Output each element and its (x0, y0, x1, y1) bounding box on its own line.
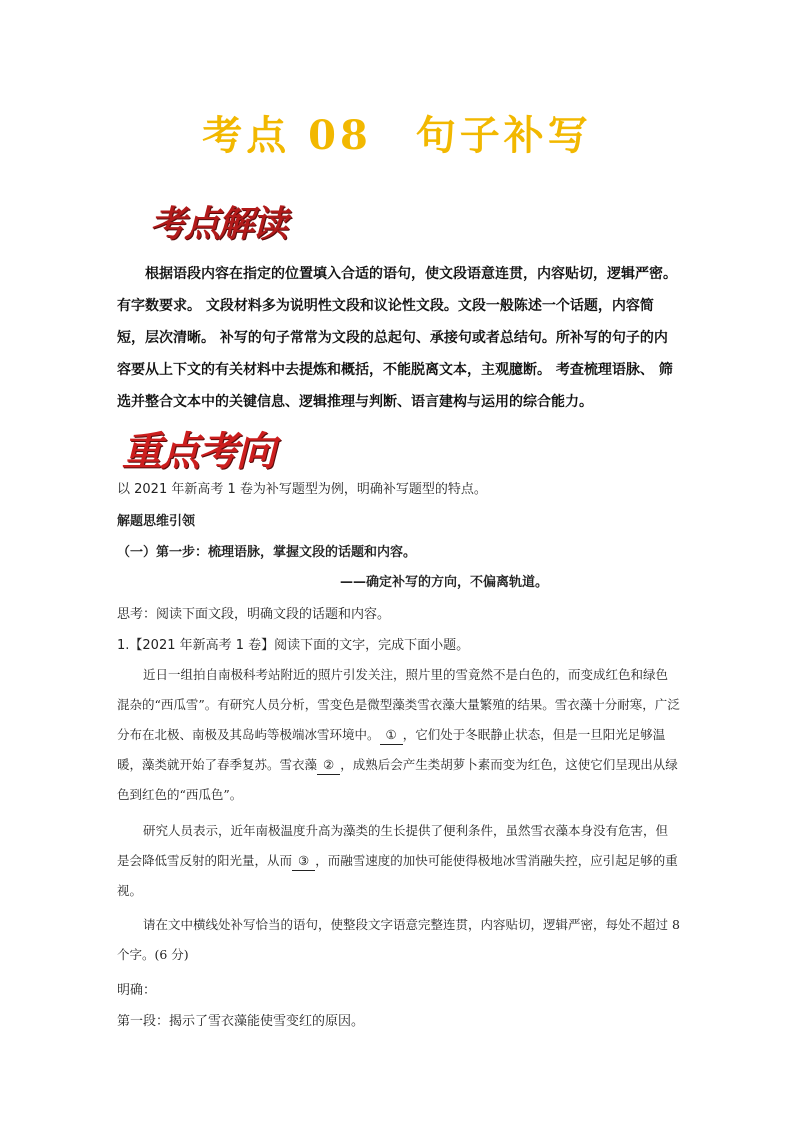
passage-1a: 近日一组拍自南极科考站附近的照片引发关注，照片里的雪竟然不是白色的，而变成红色和绿色混杂的“西瓜雪”。有研究人员分析，雪变色是微型藻类雪衣藻大量繁殖的结果。雪衣藻十分耐寒，广泛分布在北极、南极及其岛屿等极端冰雪环境中。 (117, 667, 680, 742)
analysis-paragraph (117, 258, 679, 418)
clarify-label: 明确： (117, 983, 157, 998)
answer-blank-3[interactable]: ③ (292, 852, 315, 871)
section-heading-focus: 重点考向 (122, 428, 274, 475)
section-heading-analysis: 考点解读 (150, 203, 287, 245)
passage-2a: 研究人员表示，近年南极温度升高为藻类的生长提供了便利条件，虽然雪衣藻本身没有危害，但是会降低雪反射的阳光量，从而 (117, 823, 669, 868)
guide-title: 解题思维引领 (117, 514, 196, 529)
step-one-note: ——确定补写的方向，不偏离轨道。 (340, 575, 549, 590)
think-prompt: 思考：阅读下面文段，明确文段的话题和内容。 (117, 607, 391, 622)
passage-paragraph-1 (117, 660, 680, 810)
topic-code: 考点 08 (202, 112, 372, 159)
passage-1c: ，成熟后会产生类胡萝卜素而变为红色，这使它们呈现出从绿色到红色的“西瓜色”。 (117, 757, 678, 802)
paragraph-note: 第一段：揭示了雪衣藻能使雪变红的原因。 (117, 1014, 365, 1029)
topic-name: 句子补写 (415, 112, 592, 159)
focus-intro: 以 2021 年新高考 1 卷为补写题型为例，明确补写题型的特点。 (117, 482, 487, 497)
analysis-text: 根据语段内容在指定的位置填入合适的语句，使文段语意连贯，内容贴切，逻辑严密。有字数要求。 文段材料多为说明性文段和议论性文段。文段一般陈述一个话题，内容简短，层次清晰。 补写的句子常常为文段的总起句、承接句或者总结句。所补写的句子的内容要从上下文的有关材料中去提炼和概括，不能脱离文本，主观臆断。 考查梳理语脉、 筛选并整合文本中的关键信息、逻辑推理与判断、语言建构与运用的综合能力。 (117, 266, 677, 410)
instruction-text: 请在文中横线处补写恰当的语句，使整段文字语意完整连贯，内容贴切，逻辑严密，每处不超过 8 个字。(6 分) (117, 917, 680, 962)
answer-blank-2[interactable]: ② (317, 756, 340, 775)
passage-2b: ，而融雪速度的加快可能使得极地冰雪消融失控，应引起足够的重视。 (117, 853, 678, 898)
passage-paragraph-2 (117, 816, 680, 906)
page-title (0, 104, 794, 161)
instruction-paragraph (117, 910, 680, 970)
passage-1b: ，它们处于冬眠静止状态，但是一旦阳光足够温暖，藻类就开始了春季复苏。雪衣藻 (117, 727, 666, 772)
step-one: （一）第一步：梳理语脉，掌握文段的话题和内容。 (117, 545, 417, 560)
question-1: 1.【2021 年新高考 1 卷】阅读下面的文字，完成下面小题。 (117, 638, 470, 653)
answer-blank-1[interactable]: ① (380, 726, 403, 745)
